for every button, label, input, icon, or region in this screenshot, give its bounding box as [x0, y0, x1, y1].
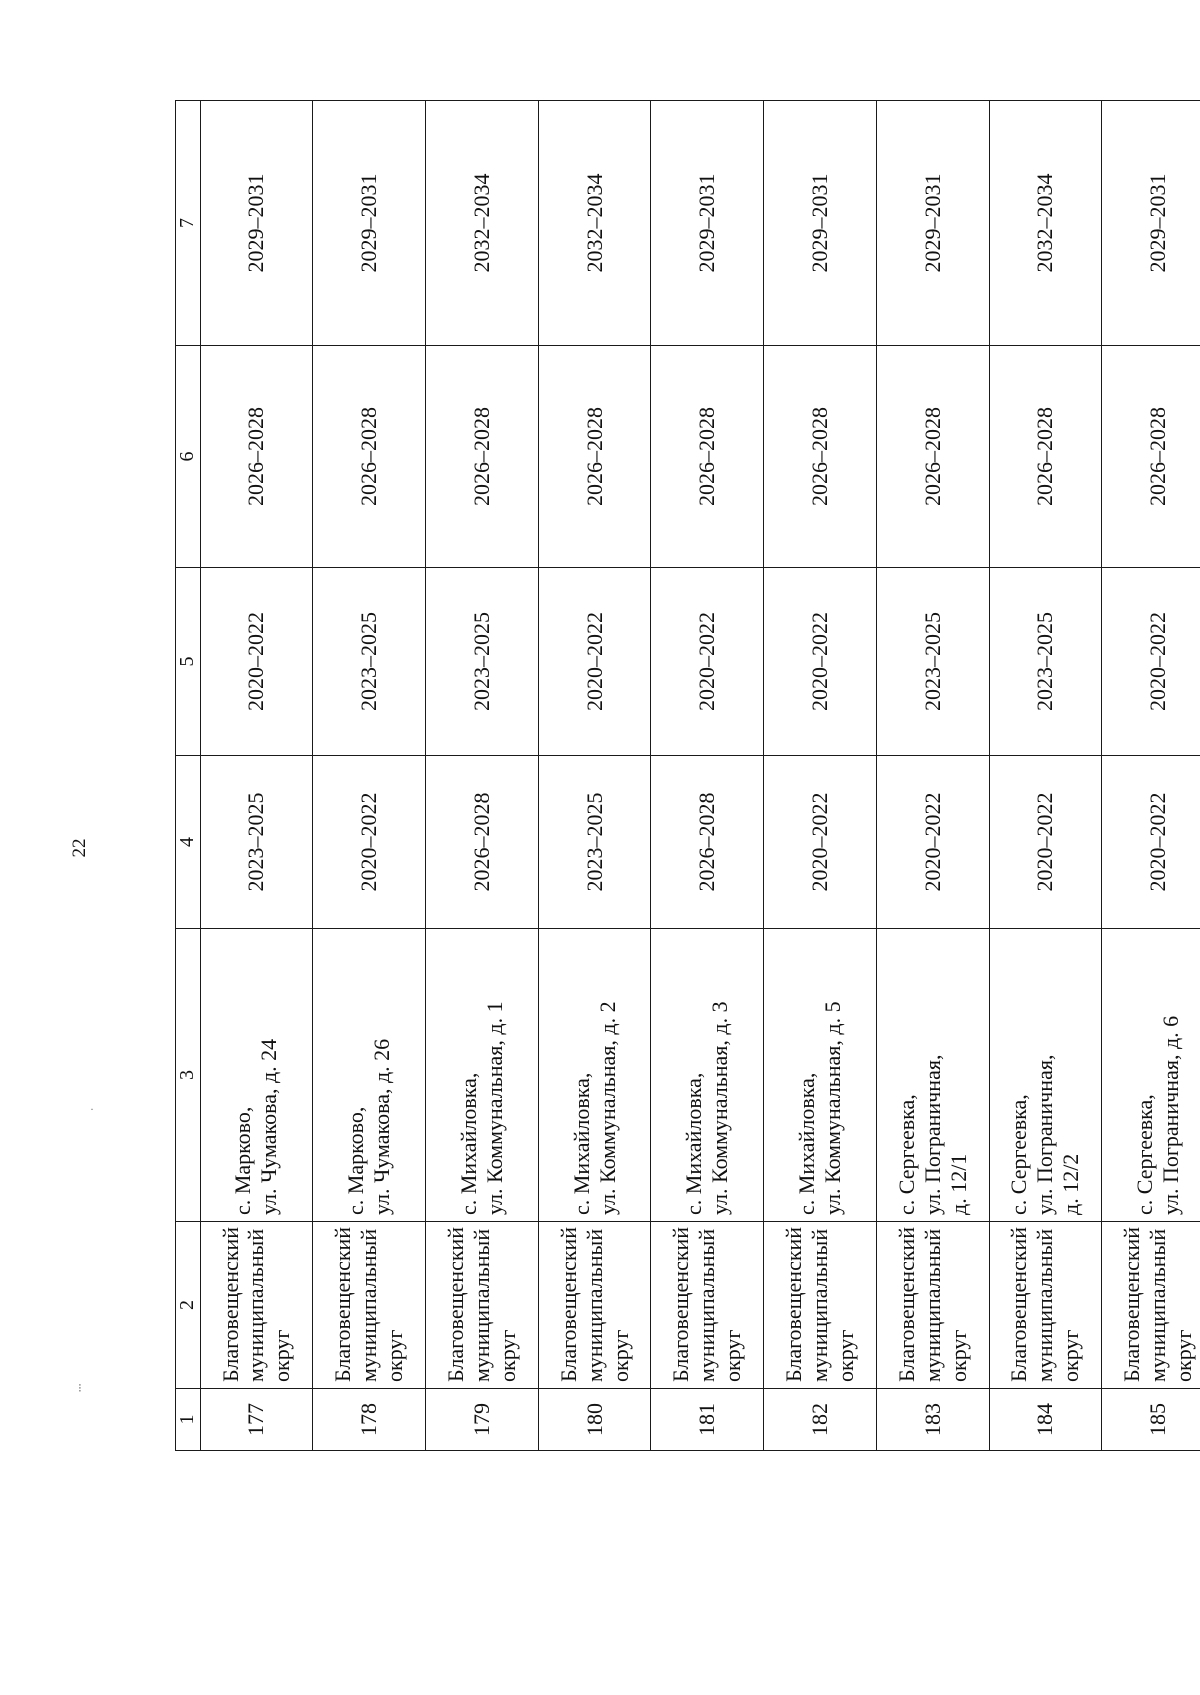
address-cell	[764, 929, 877, 1222]
row-number-cell: 180	[538, 1389, 651, 1451]
period-cell-col7: 2029–2031	[764, 101, 877, 346]
district-cell	[538, 1222, 651, 1389]
district-line: муниципальный	[1145, 1228, 1171, 1382]
table-row	[764, 101, 877, 1451]
address-line: с. Михайловка,	[794, 1072, 819, 1215]
row-number-cell: 181	[651, 1389, 764, 1451]
address-line: ул. Пограничная, д. 6	[1158, 1015, 1184, 1215]
period-cell-col7: 2029–2031	[1102, 101, 1200, 346]
row-number-cell: 178	[313, 1389, 426, 1451]
row-number-cell: 177	[200, 1389, 313, 1451]
district-cell	[1102, 1222, 1200, 1389]
period-cell-col6: 2026–2028	[200, 346, 313, 568]
period-cell-col7: 2032–2034	[989, 101, 1102, 346]
table-row	[989, 101, 1102, 1451]
address-cell	[651, 929, 764, 1222]
address-line: с. Марково,	[343, 1106, 369, 1215]
district-line: муниципальный	[243, 1228, 269, 1382]
district-line: Благовещенский	[555, 1226, 581, 1382]
period-cell-col4: 2020–2022	[764, 756, 877, 929]
address-line: с. Михайловка,	[681, 1072, 707, 1215]
period-cell-col7: 2029–2031	[651, 101, 764, 346]
table-row	[876, 101, 989, 1451]
table-header-row	[176, 101, 201, 1451]
rotated-table-frame	[175, 101, 1200, 1451]
address-line: с. Михайловка,	[568, 1072, 594, 1215]
period-cell-col5: 2023–2025	[989, 568, 1102, 756]
period-cell-col5: 2023–2025	[313, 568, 426, 756]
period-cell-col5: 2020–2022	[764, 568, 877, 756]
table-body	[200, 101, 1200, 1451]
district-line: округ	[607, 1329, 633, 1382]
document-table-container	[175, 101, 1200, 1451]
address-line: с. Михайловка,	[455, 1072, 481, 1215]
row-number-cell: 182	[764, 1389, 877, 1451]
period-cell-col4: 2020–2022	[876, 756, 989, 929]
district-line: муниципальный	[1032, 1228, 1058, 1382]
period-cell-col4: 2020–2022	[313, 756, 426, 929]
district-line: округ	[832, 1329, 858, 1382]
address-line: ул. Чумакова, д. 26	[369, 1038, 395, 1215]
column-header: 6	[176, 346, 201, 568]
table-row	[651, 101, 764, 1451]
district-line: муниципальный	[356, 1228, 382, 1382]
address-line: ул. Пограничная,	[1032, 1054, 1058, 1215]
address-cell	[1102, 929, 1200, 1222]
scan-speck-decoration: ⁝	[78, 1381, 82, 1395]
district-line: муниципальный	[694, 1228, 720, 1382]
period-cell-col6: 2026–2028	[1102, 346, 1200, 568]
district-cell	[876, 1222, 989, 1389]
district-line: муниципальный	[919, 1228, 945, 1382]
district-cell	[313, 1222, 426, 1389]
period-cell-col4: 2023–2025	[200, 756, 313, 929]
address-cell	[989, 929, 1102, 1222]
period-cell-col4: 2020–2022	[1102, 756, 1200, 929]
capital-repair-schedule-table	[175, 100, 1200, 1451]
district-line: округ	[945, 1329, 971, 1382]
table-row	[200, 101, 313, 1451]
district-cell	[426, 1222, 539, 1389]
address-line: с. Сергеевка,	[1132, 1094, 1158, 1215]
period-cell-col6: 2026–2028	[989, 346, 1102, 568]
address-line: ул. Коммунальная, д. 3	[707, 1001, 733, 1215]
address-line: с. Марково,	[230, 1106, 256, 1215]
district-line: округ	[1171, 1329, 1197, 1382]
period-cell-col7: 2029–2031	[200, 101, 313, 346]
table-row	[1102, 101, 1200, 1451]
district-cell	[200, 1222, 313, 1389]
address-cell	[426, 929, 539, 1222]
row-number-cell: 184	[989, 1389, 1102, 1451]
district-line: Благовещенский	[781, 1226, 807, 1382]
period-cell-col7: 2032–2034	[538, 101, 651, 346]
district-line: округ	[1058, 1329, 1084, 1382]
period-cell-col6: 2026–2028	[538, 346, 651, 568]
district-line: Благовещенский	[330, 1226, 356, 1382]
district-line: Благовещенский	[1119, 1226, 1145, 1382]
period-cell-col4: 2026–2028	[651, 756, 764, 929]
district-line: округ	[494, 1329, 520, 1382]
period-cell-col4: 2026–2028	[426, 756, 539, 929]
period-cell-col6: 2026–2028	[651, 346, 764, 568]
table-row	[538, 101, 651, 1451]
column-header: 4	[176, 756, 201, 929]
table-row	[426, 101, 539, 1451]
district-cell	[989, 1222, 1102, 1389]
period-cell-col6: 2026–2028	[876, 346, 989, 568]
district-line: Благовещенский	[217, 1226, 243, 1382]
column-header: 1	[176, 1389, 201, 1451]
address-line: ул. Коммунальная, д. 5	[819, 1001, 845, 1215]
address-line: д. 12/2	[1058, 1153, 1084, 1215]
address-line: ул. Пограничная,	[919, 1054, 945, 1215]
district-line: муниципальный	[468, 1228, 494, 1382]
district-line: Благовещенский	[893, 1226, 919, 1382]
period-cell-col7: 2029–2031	[876, 101, 989, 346]
period-cell-col5: 2020–2022	[200, 568, 313, 756]
period-cell-col7: 2032–2034	[426, 101, 539, 346]
address-line: ул. Коммунальная, д. 1	[481, 1001, 507, 1215]
period-cell-col6: 2026–2028	[426, 346, 539, 568]
address-cell	[876, 929, 989, 1222]
column-header: 2	[176, 1222, 201, 1389]
period-cell-col5: 2023–2025	[876, 568, 989, 756]
address-line: ул. Чумакова, д. 24	[256, 1038, 282, 1215]
address-cell	[313, 929, 426, 1222]
address-cell	[538, 929, 651, 1222]
district-line: муниципальный	[581, 1228, 607, 1382]
column-header: 7	[176, 101, 201, 346]
period-cell-col5: 2020–2022	[1102, 568, 1200, 756]
period-cell-col5: 2020–2022	[651, 568, 764, 756]
address-line: д. 12/1	[945, 1153, 971, 1215]
scan-speck-decoration: ·	[90, 1102, 94, 1116]
period-cell-col4: 2020–2022	[989, 756, 1102, 929]
row-number-cell: 179	[426, 1389, 539, 1451]
table-row	[313, 101, 426, 1451]
page-number: 22	[69, 838, 90, 858]
column-header: 3	[176, 929, 201, 1222]
district-line: Благовещенский	[668, 1226, 694, 1382]
address-line: с. Сергеевка,	[1006, 1094, 1032, 1215]
period-cell-col4: 2023–2025	[538, 756, 651, 929]
period-cell-col6: 2026–2028	[313, 346, 426, 568]
address-line: с. Сергеевка,	[893, 1094, 919, 1215]
column-header: 5	[176, 568, 201, 756]
district-cell	[764, 1222, 877, 1389]
period-cell-col5: 2023–2025	[426, 568, 539, 756]
address-cell	[200, 929, 313, 1222]
district-line: муниципальный	[806, 1228, 832, 1382]
district-line: округ	[269, 1329, 295, 1382]
period-cell-col6: 2026–2028	[764, 346, 877, 568]
address-line: ул. Коммунальная, д. 2	[594, 1001, 620, 1215]
row-number-cell: 185	[1102, 1389, 1200, 1451]
district-line: округ	[382, 1329, 408, 1382]
district-line: округ	[720, 1329, 746, 1382]
district-line: Благовещенский	[1006, 1226, 1032, 1382]
row-number-cell: 183	[876, 1389, 989, 1451]
period-cell-col5: 2020–2022	[538, 568, 651, 756]
district-cell	[651, 1222, 764, 1389]
district-line: Благовещенский	[442, 1226, 468, 1382]
period-cell-col7: 2029–2031	[313, 101, 426, 346]
